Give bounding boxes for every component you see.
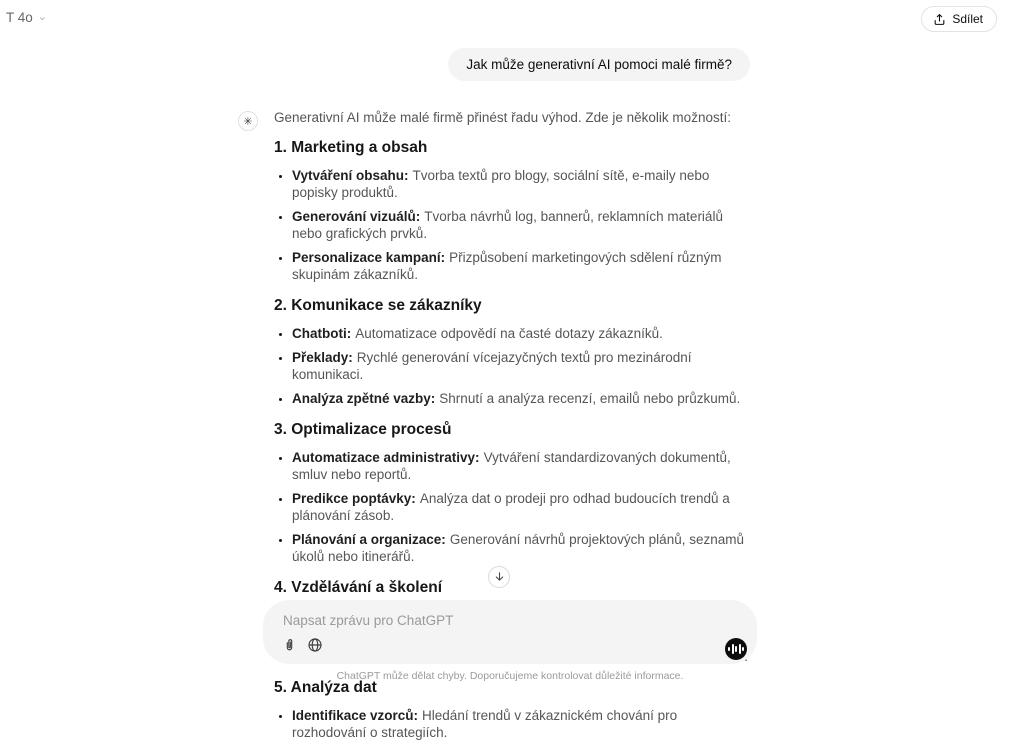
section-heading: 4. Vzdělávání a školení <box>274 579 442 596</box>
bullet-item <box>292 249 750 283</box>
bullet-item <box>292 490 750 524</box>
bullet-label: Vytváření obsahu: <box>292 168 409 183</box>
bullet-item <box>292 707 750 741</box>
bullet-label: Překlady: <box>292 350 353 365</box>
response-section <box>274 420 750 565</box>
share-button-label: Sdílet <box>952 12 983 26</box>
section-bullet-list <box>274 167 750 283</box>
arrow-down-icon <box>494 570 505 585</box>
section-heading: 2. Komunikace se zákazníky <box>274 297 482 314</box>
share-icon <box>933 13 946 26</box>
bullet-label: Chatboti: <box>292 326 352 341</box>
share-button[interactable] <box>921 6 997 32</box>
message-input[interactable] <box>283 613 707 628</box>
bullet-text: Vytváření standardizovaných dokumentů, smluv nebo reportů. <box>292 450 731 482</box>
user-message-bubble: Jak může generativní AI pomoci malé firmě? <box>448 48 750 81</box>
bullet-item <box>292 531 750 565</box>
bullet-label: Plánování a organizace: <box>292 532 446 547</box>
disclaimer-text: ChatGPT může dělat chyby. Doporučujeme kontrolovat důležité informace. <box>336 670 684 682</box>
bullet-label: Identifikace vzorců: <box>292 708 419 723</box>
bullet-label: Personalizace kampaní: <box>292 250 446 265</box>
bullet-text: Tvorba návrhů log, bannerů, reklamních materiálů nebo grafických prvků. <box>292 209 723 241</box>
paperclip-icon <box>282 637 297 655</box>
bullet-label: Automatizace administrativy: <box>292 450 480 465</box>
response-section <box>274 678 750 741</box>
bullet-item <box>292 349 750 383</box>
chatgpt-logo-icon: ✳ <box>238 111 258 131</box>
globe-icon <box>307 637 323 656</box>
bullet-label: Analýza zpětné vazby: <box>292 391 436 406</box>
bullet-item <box>292 390 750 407</box>
bullet-item <box>292 208 750 242</box>
bullet-text: Analýza dat o prodeji pro odhad budoucích trendů a plánování zásob. <box>292 491 730 523</box>
section-heading: 1. Marketing a obsah <box>274 139 428 156</box>
attach-file-button[interactable] <box>280 637 298 655</box>
section-bullet-list <box>274 707 750 741</box>
bullet-text: Tvorba textů pro blogy, sociální sítě, e-maily nebo popisky produktů. <box>292 168 710 200</box>
assistant-intro-text: Generativní AI může malé firmě přinést řadu výhod. Zde je několik možností: <box>274 110 731 125</box>
bullet-label: Predikce poptávky: <box>292 491 416 506</box>
waveform-icon <box>728 644 744 654</box>
chevron-down-icon: ⌄ <box>37 11 47 23</box>
bullet-text: Automatizace odpovědí na časté dotazy zákazníků. <box>355 326 663 341</box>
response-section <box>274 296 750 407</box>
bullet-item <box>292 325 750 342</box>
bullet-label: Generování vizuálů: <box>292 209 421 224</box>
section-bullet-list <box>274 449 750 565</box>
section-bullet-list <box>274 325 750 407</box>
voice-mode-button[interactable] <box>725 638 747 660</box>
model-selector-label: T 4o <box>6 10 33 25</box>
bullet-item <box>292 167 750 201</box>
composer <box>263 600 757 664</box>
web-search-button[interactable] <box>306 637 324 655</box>
bullet-text: Hledání trendů v zákaznickém chování pro rozhodování o strategiích. <box>292 708 678 740</box>
bullet-text: Shrnutí a analýza recenzí, emailů nebo průzkumů. <box>439 391 741 406</box>
bullet-text: Generování návrhů projektových plánů, seznamů úkolů nebo itinerářů. <box>292 532 744 564</box>
response-section <box>274 138 750 283</box>
bullet-item <box>292 449 750 483</box>
scroll-to-bottom-button[interactable] <box>488 566 510 588</box>
model-selector[interactable] <box>2 8 51 27</box>
section-heading: 5. Analýza dat <box>274 679 377 696</box>
bullet-text: Přizpůsobení marketingových sdělení různým skupinám zákazníků. <box>292 250 722 282</box>
section-heading: 3. Optimalizace procesů <box>274 421 452 438</box>
bullet-text: Rychlé generování vícejazyčných textů pro mezinárodní komunikaci. <box>292 350 692 382</box>
